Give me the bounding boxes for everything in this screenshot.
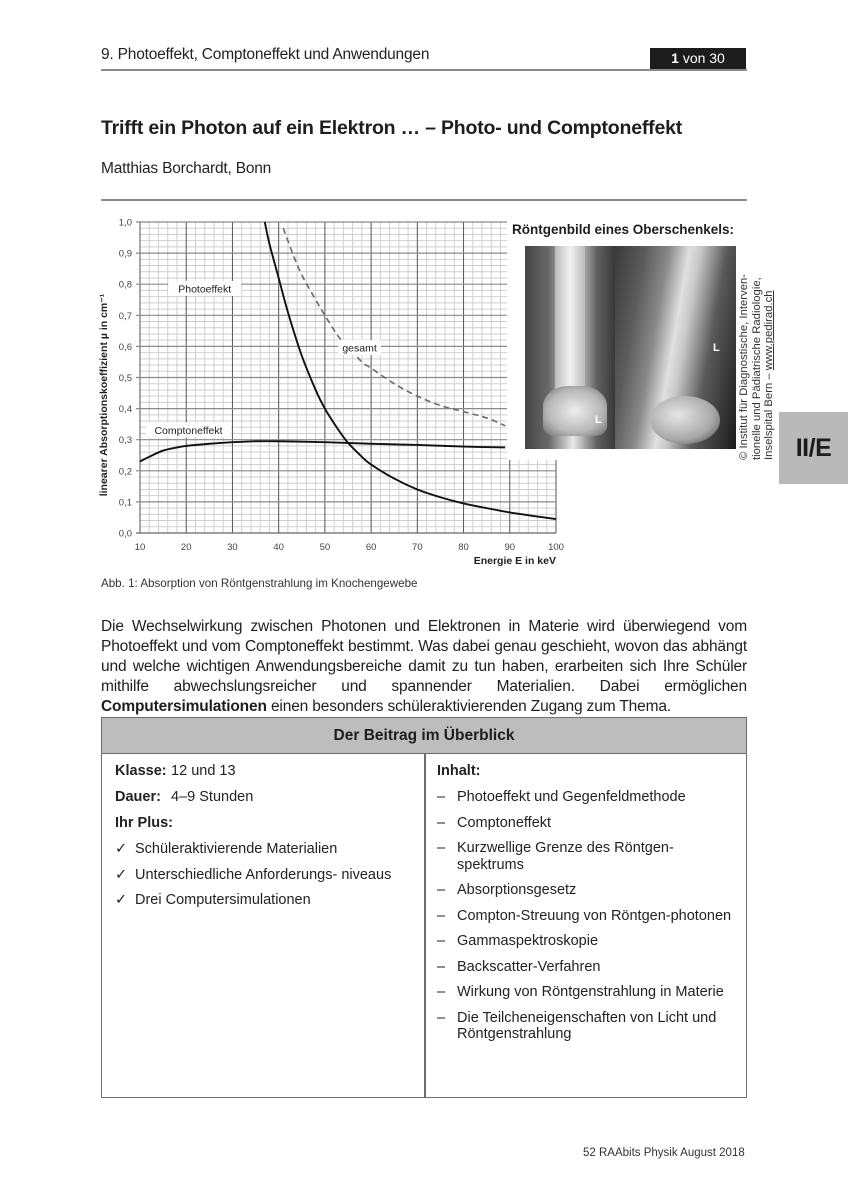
x-tick-label: 50 — [319, 542, 331, 553]
y-tick-label: 0,6 — [118, 341, 132, 353]
page-total: von 30 — [682, 50, 725, 66]
dash-bullet-icon: – — [437, 933, 446, 949]
annotation-label: gesamt — [342, 342, 377, 355]
annotation-label: Photoeffekt — [178, 283, 232, 296]
page-number: 1 — [671, 50, 679, 66]
title-divider — [101, 199, 747, 201]
plus-item-text: Unterschiedliche Anforderungs- niveaus — [135, 866, 392, 883]
check-icon: ✓ — [115, 866, 128, 883]
intro-paragraph — [101, 617, 747, 717]
xray-marker-left: L — [595, 414, 602, 426]
plus-label: Ihr Plus: — [115, 815, 174, 831]
x-tick-labels — [135, 542, 564, 553]
x-tick-label: 70 — [412, 542, 423, 553]
dash-bullet-icon: – — [437, 1009, 446, 1026]
credit-text: Inselspital Bern – — [763, 370, 775, 460]
x-axis-label: Energie E in keV — [473, 555, 556, 567]
y-tick-label: 0,3 — [118, 435, 132, 447]
y-tick-label: 0,2 — [118, 466, 132, 478]
overview-left-column — [115, 763, 415, 918]
x-tick-label: 30 — [227, 542, 238, 553]
inhalt-item-text: Absorptionsgesetz — [457, 882, 577, 898]
dash-bullet-icon: – — [437, 840, 446, 856]
plus-heading — [115, 815, 415, 832]
chapter-title: 9. Photoeffekt, Comptoneffekt und Anwendungen — [101, 46, 430, 63]
plus-item — [115, 892, 415, 909]
klasse-value: 12 und 13 — [171, 763, 236, 779]
inhalt-label: Inhalt: — [437, 763, 481, 779]
dash-bullet-icon: – — [437, 984, 446, 1000]
inhalt-item-text: Backscatter-Verfahren — [457, 958, 601, 975]
x-tick-label: 80 — [458, 542, 469, 553]
page-indicator — [650, 48, 746, 69]
credit-line: © Institut für Diagnostische, Interven- — [738, 273, 750, 460]
overview-columns — [102, 754, 746, 1097]
y-tick-label: 0,8 — [118, 279, 132, 291]
plus-item — [115, 867, 415, 884]
klasse-label: Klasse: — [115, 763, 167, 779]
y-tick-label: 0,5 — [118, 373, 132, 384]
y-tick-label: 0,1 — [118, 497, 132, 509]
plus-item-text: Drei Computersimulationen — [135, 892, 311, 908]
dauer-label: Dauer: — [115, 789, 161, 805]
y-tick-labels — [119, 218, 132, 540]
author: Matthias Borchardt, Bonn — [101, 160, 272, 177]
credit-link[interactable]: www.pedirad.ch — [763, 290, 775, 371]
inhalt-item — [437, 1010, 737, 1043]
inhalt-item-text: Photoeffekt und Gegenfeldmethode — [457, 789, 686, 805]
inhalt-item — [437, 815, 737, 832]
y-tick-label: 0,4 — [118, 404, 132, 416]
y-tick-label: 1,0 — [118, 217, 132, 229]
credit-line — [763, 240, 776, 460]
intro-bold: Computersimulationen — [101, 698, 267, 715]
plus-list — [115, 841, 415, 909]
annotation-label: Comptoneffekt — [154, 424, 223, 437]
credit-line: tionelle und Pädiatrische Radiologie, — [750, 277, 763, 460]
inhalt-item — [437, 908, 737, 925]
inhalt-item — [437, 789, 737, 806]
inhalt-item — [437, 984, 737, 1001]
y-tick-label: 0,7 — [118, 310, 132, 322]
dash-bullet-icon: – — [437, 958, 446, 975]
inhalt-item-text: Compton-Streuung von Röntgen-photonen — [457, 907, 732, 924]
plus-item — [115, 841, 415, 858]
intro-text: Die Wechselwirkung zwischen Photonen und Elektronen in Materie wird überwiegend vom Photoeffekt und vom Comptoneffekt bestimmt. Was dabei genau geschieht, wovon das abhängt und welche wichtigen Anwendungsbereiche damit zu tun haben, erarbeiten sich Ihre Schüler mithilfe abwechslungsreicher und spannender Materialien. Dabei ermöglichen — [101, 618, 747, 695]
inhalt-item — [437, 933, 737, 950]
xray-marker-right: L — [713, 342, 720, 354]
plus-item-text: Schüleraktivierende Materialien — [135, 841, 338, 857]
series-lines — [140, 222, 556, 519]
footer-publication: 52 RAAbits Physik August 2018 — [583, 1147, 745, 1159]
page-title: Trifft ein Photon auf ein Elektron … – Photo- und Comptoneffekt — [101, 117, 683, 139]
inhalt-heading — [437, 763, 737, 780]
intro-text: einen besonders schüleraktivierenden Zugang zum Thema. — [266, 698, 671, 715]
x-tick-label: 20 — [180, 542, 192, 553]
figure-caption: Abb. 1: Absorption von Röntgenstrahlung im Knochengewebe — [101, 577, 418, 590]
dauer-value: 4–9 Stunden — [171, 789, 254, 805]
inhalt-item — [437, 882, 737, 899]
inhalt-item-text: Die Teilcheneigenschaften von Licht und Röntgenstrahlung — [457, 1009, 717, 1042]
knee-lateral — [650, 396, 720, 444]
y-tick-label: 0,0 — [118, 528, 132, 540]
overview-right-column — [437, 763, 737, 1052]
y-tick-label: 0,9 — [118, 248, 132, 260]
grid-major — [136, 222, 556, 533]
dash-bullet-icon: – — [437, 789, 446, 805]
dash-bullet-icon: – — [437, 907, 446, 924]
y-axis-label: linearer Absorptionskoeffizient µ in cm⁻¹ — [98, 293, 110, 497]
inhalt-item-text: Gammaspektroskopie — [457, 933, 599, 949]
x-tick-label: 40 — [273, 542, 284, 553]
x-tick-label: 10 — [134, 542, 146, 553]
check-icon: ✓ — [115, 841, 128, 857]
inhalt-list — [437, 789, 737, 1043]
knee-frontal — [543, 386, 607, 436]
dash-bullet-icon: – — [437, 882, 446, 898]
check-icon: ✓ — [115, 892, 128, 908]
overview-heading: Der Beitrag im Überblick — [102, 718, 746, 754]
inhalt-item — [437, 959, 737, 976]
absorption-chart — [95, 205, 575, 575]
dauer-row — [115, 789, 415, 806]
overview-box — [101, 717, 747, 1098]
inhalt-item-text: Wirkung von Röntgenstrahlung in Materie — [457, 984, 724, 1000]
klasse-row — [115, 763, 415, 780]
column-divider — [424, 754, 426, 1097]
x-tick-label: 100 — [548, 542, 564, 553]
xray-image — [525, 246, 736, 449]
inhalt-item — [437, 840, 737, 873]
section-tab: II/E — [779, 412, 848, 484]
xray-caption: Röntgenbild eines Oberschenkels: — [512, 222, 735, 237]
dash-bullet-icon: – — [437, 814, 446, 831]
femur-frontal — [555, 246, 585, 396]
inhalt-item-text: Kurzwellige Grenze des Röntgen-spektrums — [457, 840, 674, 873]
inhalt-item-text: Comptoneffekt — [457, 814, 552, 831]
x-tick-label: 90 — [504, 542, 516, 553]
header-divider — [101, 69, 747, 71]
image-credit — [738, 240, 776, 460]
x-tick-label: 60 — [365, 542, 377, 553]
